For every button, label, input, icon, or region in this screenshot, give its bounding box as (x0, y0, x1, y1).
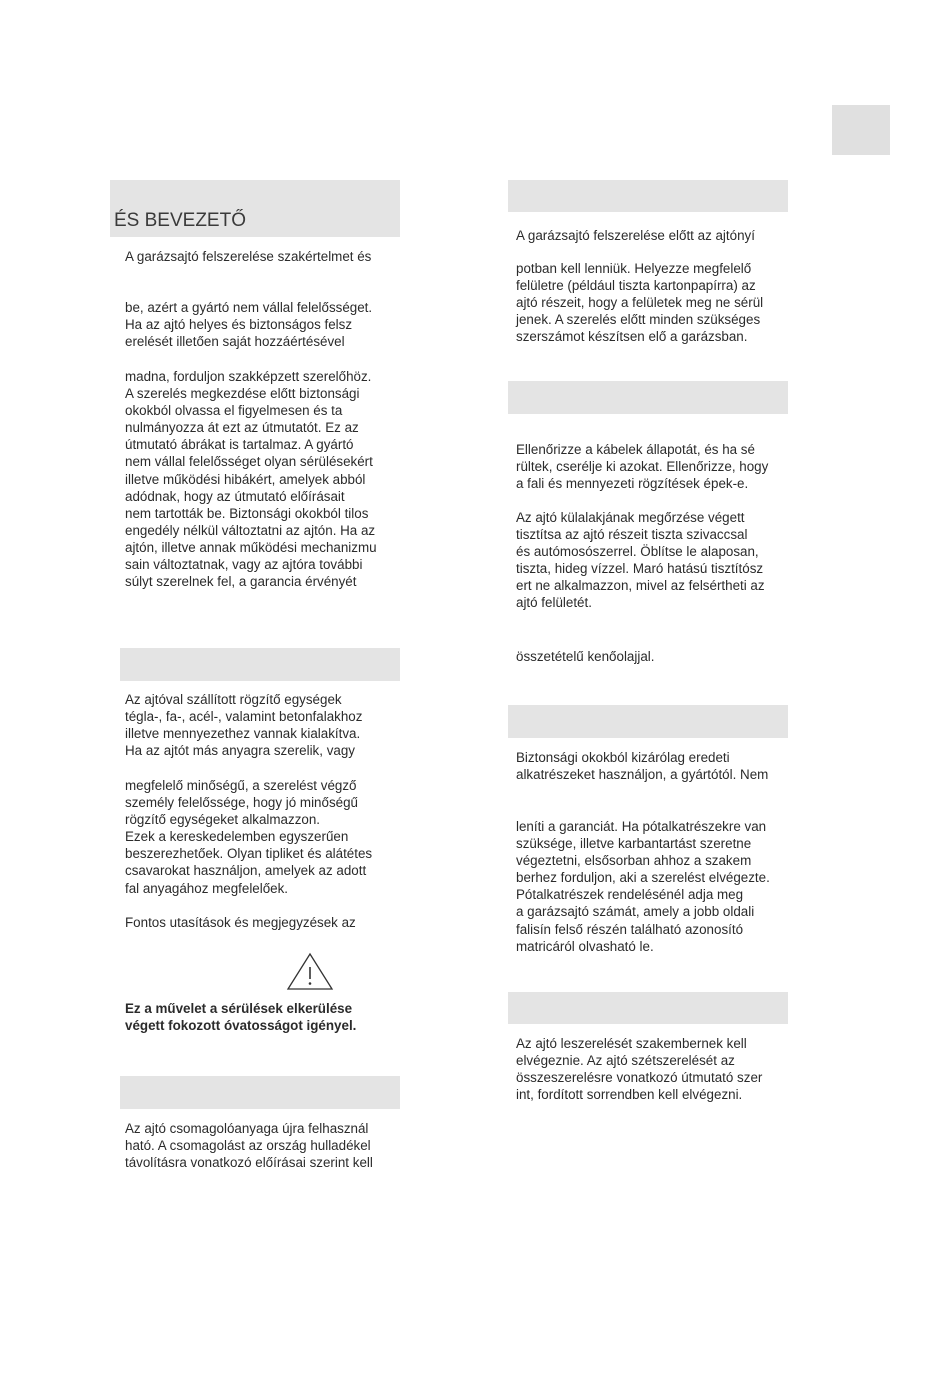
section-header-removal (508, 992, 788, 1024)
intro-paragraph-2: madna, forduljon szakképzett szerelőhöz. A szerelés megkezdése előtt biztonsági okokból olvassa el figyelmesen és ta nulmányozza át ezt az útmutatót. Ez az útmutató ábrákat is tartalmaz. A gyártó nem vállal felelősséget olyan sérülésekért illetve működési hibákért, amelyek abból adódnak, hogy az útmutató előírásait nem tartották be. Biztonsági okokból tilos engedély nélkül változtatni az ajtón. Ha az ajtón, illetve annak működési mechanizmu sain változtatnak, vagy az ajtóra további súlyt szerelnek fel, a garancia érvényét (125, 369, 377, 590)
warning-text: Ez a művelet a sérülések elkerülése végett fokozott óvatosságot igényel. (125, 1001, 357, 1034)
spare-parts-paragraph-1: Biztonsági okokból kizárólag eredeti alkatrészeket használjon, a gyártótól. Nem (516, 750, 769, 783)
section-header-preparation (508, 180, 788, 212)
section-header-spare-parts (508, 705, 788, 738)
maintenance-paragraph-1: Ellenőrizze a kábelek állapotát, és ha sé rültek, cserélje ki azokat. Ellenőrizze, hogy a fali és mennyezeti rögzítések épek-e. (516, 442, 769, 492)
intro-first-line: A garázsajtó felszerelése szakértelmet és (125, 249, 372, 264)
section-header-packaging (120, 1076, 400, 1109)
intro-paragraph-1: be, azért a gyártó nem vállal felelősséget. Ha az ajtó helyes és biztonságos felsz erelését illetően saját hozzáértésével (125, 300, 373, 350)
packaging-paragraph: Az ajtó csomagolóanyaga újra felhasznál ható. A csomagolást az ország hulladékel távolításra vonatkozó előírásai szerint kell (125, 1121, 373, 1171)
removal-paragraph: Az ajtó leszerelését szakembernek kell elvégeznie. Az ajtó szétszerelését az összeszerelésre vonatkozó útmutató szer int, fordított sorrendben kell elvégezni. (516, 1036, 763, 1103)
spare-parts-paragraph-2: leníti a garanciát. Ha pótalkatrészekre van szüksége, illetve karbantartást szeretne végeztetni, elsősorban ahhoz a szakem berhez forduljon, aki a szerelést elvégezte. Pótalkatrészek rendelésénél adja meg a garázsajtó számát, amely a jobb oldali falisín felső részén található azonosító matricáról olvasható le. (516, 819, 770, 954)
section-header-fixing (120, 648, 400, 681)
section-header-maintenance (508, 381, 788, 414)
fixing-paragraph-1: Az ajtóval szállított rögzítő egységek tégla-, fa-, acél-, valamint betonfalakhoz illetve mennyezethez vannak kialakítva. Ha az ajtót más anyagra szerelik, vagy (125, 692, 363, 759)
section-title: ÉS BEVEZETŐ (114, 210, 246, 231)
fixing-paragraph-2: megfelelő minőségű, a szerelést végző személy felelőssége, hogy jó minőségű rögzítő egységeket alkalmazzon. Ezek a kereskedelemben egyszerűen beszerezhetőek. Olyan tipliket és alátétes csavarokat használjon, amelyek az adott fal anyagához megfelelőek. (125, 778, 373, 896)
notes-line: Fontos utasítások és megjegyzések az (125, 915, 356, 930)
preparation-first-line: A garázsajtó felszerelése előtt az ajtónyí (516, 228, 755, 243)
preparation-paragraph: potban kell lenniük. Helyezze megfelelő felületre (például tiszta kartonpapírra) az ajtó részeit, hogy a felületek meg ne sérül jenek. A szerelés előtt minden szükséges szerszámot készítsen elő a garázsban. (516, 261, 764, 345)
maintenance-oil-line: összetételű kenőolajjal. (516, 649, 655, 664)
warning-triangle-icon (286, 952, 334, 992)
page-tab-marker (832, 105, 890, 155)
maintenance-paragraph-2: Az ajtó külalakjának megőrzése végett tisztítsa az ajtó részeit tiszta szivaccsal és autómosószerrel. Öblítse le alaposan, tiszta, hideg vízzel. Maró hatású tisztítósz ert ne alkalmazzon, mivel az felsértheti az ajtó felületét. (516, 510, 765, 611)
